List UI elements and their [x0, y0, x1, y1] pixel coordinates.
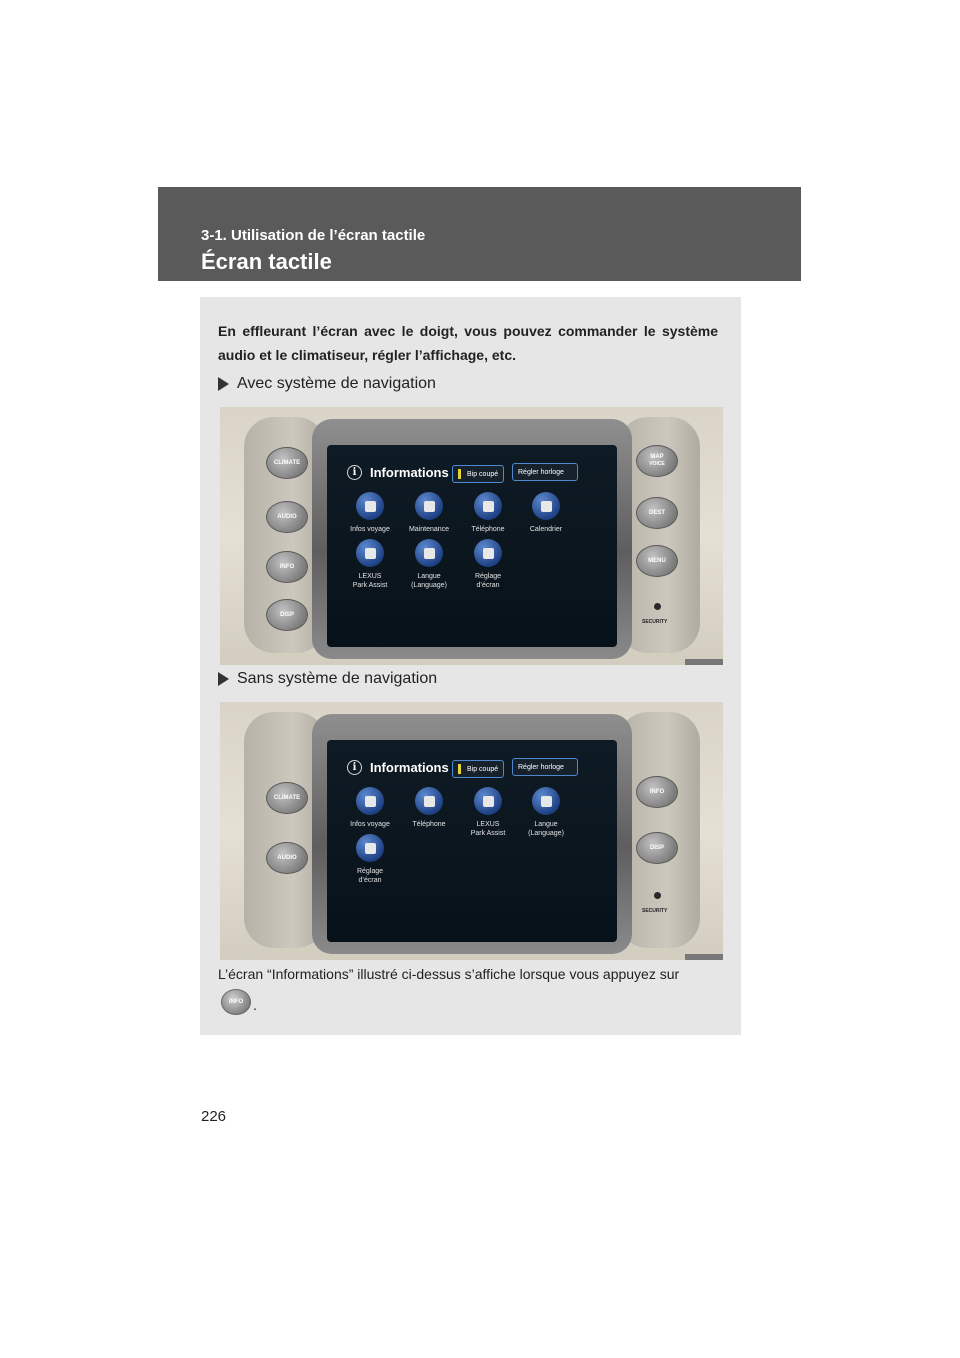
park-assist-icon	[356, 539, 384, 567]
telephone-label: Téléphone	[471, 526, 505, 533]
no-nav-heading-text: Sans système de navigation	[237, 670, 438, 687]
page-number: 226	[201, 1108, 227, 1125]
bip-coupe-button[interactable]	[452, 760, 504, 778]
note-end: .	[253, 997, 257, 1013]
triangle-bullet-icon	[218, 672, 229, 686]
no-nav-heading	[218, 670, 437, 688]
phone-icon	[474, 492, 502, 520]
langue-line1: Langue	[417, 573, 441, 580]
disp-button-icon: DISP	[636, 832, 678, 864]
wrench-icon	[415, 492, 443, 520]
bip-coupe-button[interactable]	[452, 465, 504, 483]
calendrier-label: Calendrier	[529, 526, 563, 533]
audio-button-icon: AUDIO	[266, 842, 308, 874]
climate-button-icon: CLIMATE	[266, 447, 308, 479]
info-icon: i	[347, 760, 362, 775]
audio-button-icon: AUDIO	[266, 501, 308, 533]
langue-label	[509, 820, 583, 838]
screen-settings-icon	[474, 539, 502, 567]
note-text: L’écran “Informations” illustré ci-dessus s’affiche lorsque vous appuyez sur	[218, 966, 680, 982]
disp-button-icon: DISP	[266, 599, 308, 631]
langue-line1: Langue	[534, 821, 558, 828]
photo-no-nav-system	[220, 702, 723, 960]
book-icon	[532, 787, 560, 815]
lexus-line2: Park Assist	[352, 582, 388, 589]
reglage-line2: d’écran	[476, 582, 500, 589]
calendrier-button[interactable]	[509, 492, 583, 534]
indicator-icon	[458, 469, 461, 479]
bip-coupe-label: Bip coupé	[467, 765, 499, 773]
trip-info-icon	[356, 787, 384, 815]
screen-title: Informations	[370, 465, 449, 480]
regler-horloge-button[interactable]	[512, 758, 578, 776]
info-icon: i	[347, 465, 362, 480]
indicator-icon	[458, 764, 461, 774]
telephone-label: Téléphone	[412, 821, 446, 828]
phone-icon	[415, 787, 443, 815]
image-code	[685, 954, 723, 960]
security-label: SECURITY	[642, 619, 668, 625]
photo-nav-system	[220, 407, 723, 665]
regler-horloge-label: Régler horloge	[518, 468, 564, 476]
content-box	[200, 297, 741, 1035]
reglage-ecran-button[interactable]	[451, 539, 525, 590]
bip-coupe-label: Bip coupé	[467, 470, 499, 478]
display-screen	[327, 445, 617, 647]
menu-button-icon: MENU	[636, 545, 678, 577]
lexus-line1: LEXUS	[476, 821, 500, 828]
screen-settings-icon	[356, 834, 384, 862]
lexus-line1: LEXUS	[358, 573, 382, 580]
langue-line2: (Language)	[411, 582, 447, 589]
security-led-icon	[654, 603, 661, 610]
page-title: Écran tactile	[201, 249, 332, 274]
maintenance-label: Maintenance	[408, 526, 450, 533]
infos-voyage-label: Infos voyage	[350, 821, 390, 828]
nav-heading	[218, 375, 436, 393]
trip-info-icon	[356, 492, 384, 520]
voice-label: VOICE	[649, 461, 665, 467]
reglage-ecran-button[interactable]	[333, 834, 407, 885]
climate-button-icon: CLIMATE	[266, 782, 308, 814]
langue-line2: (Language)	[528, 830, 564, 837]
info-button-icon: INFO	[266, 551, 308, 583]
reglage-ecran-label	[333, 867, 407, 885]
reglage-line1: Réglage	[356, 868, 384, 875]
calendar-icon	[532, 492, 560, 520]
book-icon	[415, 539, 443, 567]
regler-horloge-button[interactable]	[512, 463, 578, 481]
park-assist-icon	[474, 787, 502, 815]
section-title: 3-1. Utilisation de l’écran tactile	[201, 227, 426, 244]
triangle-bullet-icon	[218, 377, 229, 391]
screen-title: Informations	[370, 760, 449, 775]
reglage-line1: Réglage	[474, 573, 502, 580]
display-screen	[327, 740, 617, 942]
nav-heading-text: Avec système de navigation	[237, 375, 436, 392]
info-button-icon: INFO	[221, 989, 251, 1015]
dest-button-icon: DEST	[636, 497, 678, 529]
langue-button[interactable]	[509, 787, 583, 838]
security-label: SECURITY	[642, 908, 668, 914]
map-voice-button-icon	[636, 445, 678, 477]
map-label: MAP	[650, 454, 664, 460]
image-code	[685, 659, 723, 665]
info-button-icon: INFO	[636, 776, 678, 808]
reglage-ecran-label	[451, 572, 525, 590]
intro-text: En effleurant l’écran avec le doigt, vous pouvez commander le système audio et le climatiseur, régler l’affichage, etc.	[218, 323, 718, 363]
infos-voyage-label: Infos voyage	[350, 526, 390, 533]
security-led-icon	[654, 892, 661, 899]
reglage-line2: d’écran	[358, 877, 382, 884]
lexus-line2: Park Assist	[470, 830, 506, 837]
chapter-header	[158, 187, 801, 281]
regler-horloge-label: Régler horloge	[518, 763, 564, 771]
